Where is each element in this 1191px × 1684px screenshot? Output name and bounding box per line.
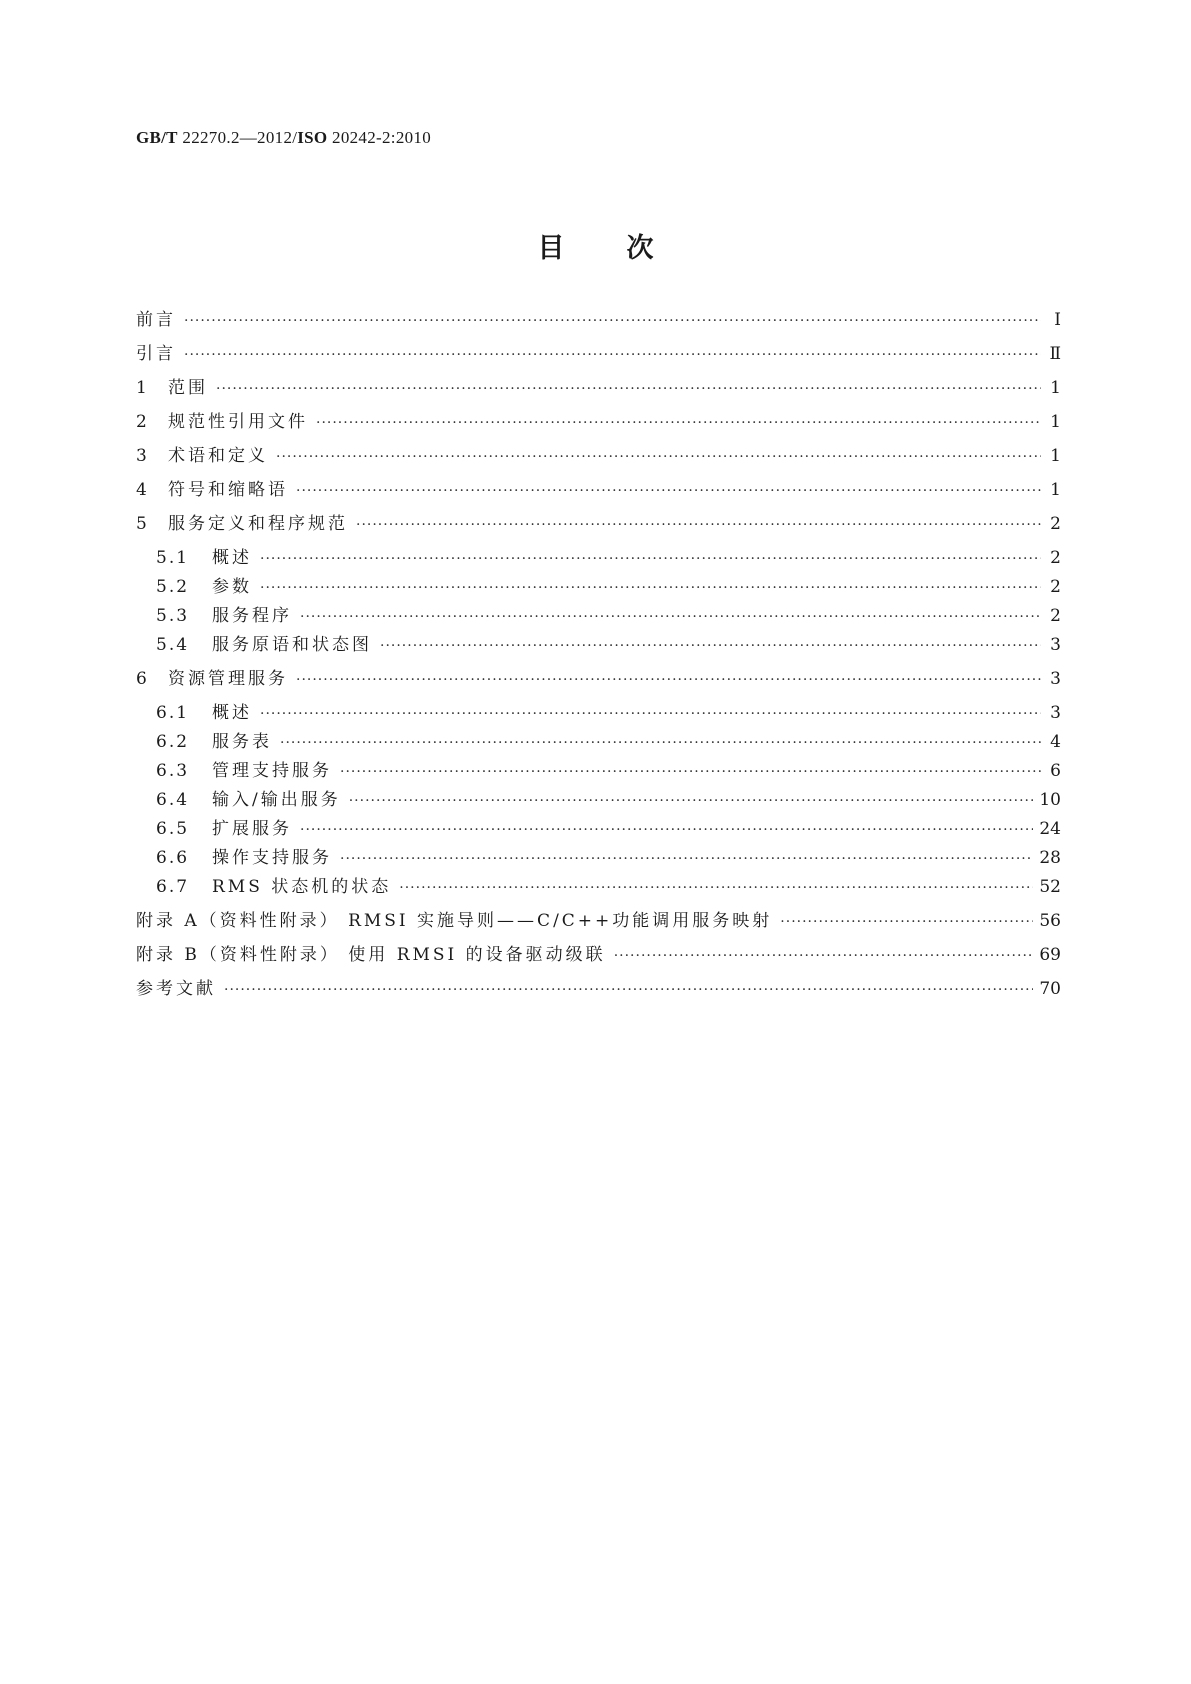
- toc-entry[interactable]: [136, 509, 1061, 535]
- toc-entry-title: 附录 B（资料性附录） 使用 RMSI 的设备驱动级联: [136, 945, 606, 965]
- toc-entry[interactable]: [136, 305, 1061, 331]
- toc-entry-number: 5.1: [156, 548, 190, 568]
- toc-entry[interactable]: [136, 974, 1061, 1000]
- toc-entry-page: 3: [1050, 669, 1061, 689]
- dot-leader: [316, 415, 1041, 431]
- toc-entry-page: 52: [1039, 877, 1061, 897]
- toc-entry-page: 6: [1050, 761, 1061, 781]
- toc-entry-page: 4: [1050, 732, 1061, 752]
- toc-entry[interactable]: [136, 407, 1061, 433]
- toc-entry-page: 1: [1050, 480, 1061, 500]
- document-code: [136, 128, 431, 148]
- dot-leader: [260, 706, 1041, 722]
- toc-entry[interactable]: [136, 940, 1061, 966]
- toc-entry[interactable]: [156, 785, 1061, 811]
- std-prefix: GB/T: [136, 128, 178, 147]
- dot-leader: [276, 449, 1041, 465]
- toc-entry-number: 6.5: [156, 819, 190, 839]
- toc-entry-page: 3: [1050, 635, 1061, 655]
- toc-entry[interactable]: [136, 475, 1061, 501]
- toc-entry[interactable]: [156, 872, 1061, 898]
- toc-entry-number: 6.1: [156, 703, 190, 723]
- toc-entry-page: 24: [1039, 819, 1061, 839]
- dot-leader: [349, 793, 1034, 809]
- toc-entry-number: 6: [136, 669, 149, 689]
- toc-entry-title: 管理支持服务: [212, 761, 332, 781]
- toc-entry[interactable]: [156, 727, 1061, 753]
- iso-number: 20242-2:2010: [332, 128, 432, 147]
- toc-entry-title: 扩展服务: [212, 819, 292, 839]
- std-number: 22270.2—2012/: [182, 128, 298, 147]
- toc-entry-title: 规范性引用文件: [168, 412, 308, 432]
- toc-entry-number: 5: [136, 514, 149, 534]
- toc-entry-page: 28: [1039, 848, 1061, 868]
- dot-leader: [300, 609, 1041, 625]
- toc-entry-page: 10: [1039, 790, 1061, 810]
- toc-entry[interactable]: [156, 601, 1061, 627]
- toc-entry-title: RMS 状态机的状态: [212, 877, 392, 897]
- toc-entry[interactable]: [156, 698, 1061, 724]
- toc-entry-title: 服务表: [212, 732, 272, 752]
- toc-entry-number: 5.3: [156, 606, 190, 626]
- toc-entry[interactable]: [136, 664, 1061, 690]
- toc-entry-number: 2: [136, 412, 149, 432]
- toc-entry-page: 69: [1039, 945, 1061, 965]
- toc-entry-number: 4: [136, 480, 149, 500]
- toc-entry-title: 概述: [212, 703, 252, 723]
- toc-entry-page: 2: [1050, 577, 1061, 597]
- toc-entry-page: Ⅱ: [1049, 344, 1061, 364]
- toc-entry-page: 1: [1050, 412, 1061, 432]
- dot-leader: [340, 764, 1041, 780]
- toc-entry[interactable]: [136, 906, 1061, 932]
- dot-leader: [399, 880, 1033, 896]
- toc-entry[interactable]: [156, 814, 1061, 840]
- dot-leader: [260, 580, 1041, 596]
- toc-entry-title: 范围: [168, 378, 208, 398]
- toc-entry-page: Ⅰ: [1054, 310, 1061, 330]
- toc-entry-number: 6.6: [156, 848, 190, 868]
- toc-entry-title: 服务程序: [212, 606, 292, 626]
- toc-entry-title: 引言: [136, 344, 176, 364]
- dot-leader: [614, 948, 1034, 964]
- dot-leader: [296, 483, 1041, 499]
- toc-entry-title: 输入/输出服务: [212, 790, 341, 810]
- toc-entry[interactable]: [136, 441, 1061, 467]
- toc-entry-page: 2: [1050, 548, 1061, 568]
- toc-entry-title: 服务原语和状态图: [212, 635, 372, 655]
- toc-entry-number: 3: [136, 446, 149, 466]
- dot-leader: [280, 735, 1041, 751]
- iso-prefix: ISO: [297, 128, 328, 147]
- toc-entry-title: 符号和缩略语: [168, 480, 288, 500]
- dot-leader: [260, 551, 1041, 567]
- toc-entry-page: 70: [1039, 979, 1061, 999]
- toc-entry[interactable]: [156, 572, 1061, 598]
- toc-entry-title: 参数: [212, 577, 252, 597]
- dot-leader: [184, 347, 1041, 363]
- toc-entry-title: 概述: [212, 548, 252, 568]
- toc-entry-number: 5.4: [156, 635, 190, 655]
- toc-entry-number: 6.4: [156, 790, 190, 810]
- dot-leader: [780, 914, 1033, 930]
- toc-entry-title: 前言: [136, 310, 176, 330]
- dot-leader: [356, 517, 1041, 533]
- toc-entry-page: 1: [1050, 378, 1061, 398]
- toc-entry-title: 术语和定义: [168, 446, 268, 466]
- toc-entry[interactable]: [156, 630, 1061, 656]
- toc-entry-number: 6.7: [156, 877, 190, 897]
- toc-entry-page: 2: [1050, 514, 1061, 534]
- toc-entry-title: 操作支持服务: [212, 848, 332, 868]
- dot-leader: [224, 982, 1033, 998]
- dot-leader: [380, 638, 1041, 654]
- toc-entry[interactable]: [136, 339, 1061, 365]
- toc-entry-page: 56: [1039, 911, 1061, 931]
- dot-leader: [216, 381, 1041, 397]
- toc-entry-title: 资源管理服务: [168, 669, 288, 689]
- toc-entry-number: 1: [136, 378, 149, 398]
- toc-entry[interactable]: [156, 543, 1061, 569]
- toc-entry-number: 5.2: [156, 577, 190, 597]
- toc-entry-title: 附录 A（资料性附录） RMSI 实施导则——C/C++功能调用服务映射: [136, 911, 773, 931]
- toc-entry-number: 6.2: [156, 732, 190, 752]
- toc-entry-page: 2: [1050, 606, 1061, 626]
- toc-entry[interactable]: [156, 756, 1061, 782]
- toc-entry-page: 3: [1050, 703, 1061, 723]
- dot-leader: [300, 822, 1033, 838]
- toc-entry-title: 服务定义和程序规范: [168, 514, 348, 534]
- dot-leader: [340, 851, 1033, 867]
- dot-leader: [184, 313, 1041, 329]
- dot-leader: [296, 672, 1041, 688]
- toc-title: 目次: [537, 233, 716, 264]
- toc-entry-page: 1: [1050, 446, 1061, 466]
- toc-entry-number: 6.3: [156, 761, 190, 781]
- toc-entry[interactable]: [156, 843, 1061, 869]
- toc-entry-title: 参考文献: [136, 979, 216, 999]
- toc-entry[interactable]: [136, 373, 1061, 399]
